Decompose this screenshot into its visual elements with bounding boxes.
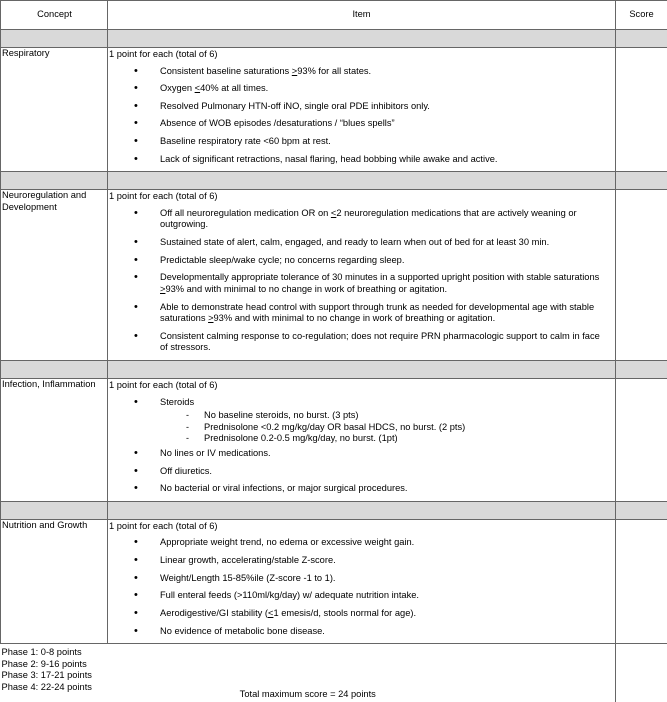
spacer-row: [1, 30, 667, 48]
sub-item: - Prednisolone <0.2 mg/kg/day OR basal HDCS, no burst. (2 pts): [160, 422, 609, 434]
list-item: • Absence of WOB episodes /desaturations / “blues spells”: [108, 118, 615, 130]
footer-row: [1, 644, 667, 702]
infection-row: [1, 378, 667, 501]
phase-4: Phase 4: 22-24 points: [2, 682, 92, 694]
respiratory-items: [108, 48, 616, 172]
item-list: [108, 397, 615, 495]
concept-respiratory: Respiratory: [1, 48, 108, 172]
list-item: • No lines or IV medications.: [108, 448, 615, 460]
points-note: 1 point for each (total of 6): [108, 191, 615, 203]
list-item: • Oxygen <40% at all times.: [108, 83, 615, 95]
concept-neuroregulation: Neuroregulation and Development: [1, 190, 108, 361]
phase-2: Phase 2: 9-16 points: [2, 659, 92, 671]
item-list: [108, 208, 615, 354]
list-item: • Lack of significant retractions, nasal flaring, head bobbing while awake and active.: [108, 154, 615, 166]
phase-3: Phase 3: 17-21 points: [2, 670, 92, 682]
spacer-row: [1, 172, 667, 190]
nutrition-items: [108, 519, 616, 643]
total-score-cell[interactable]: [616, 644, 667, 702]
list-item: • Full enteral feeds (>110ml/kg/day) w/ adequate nutrition intake.: [108, 590, 615, 602]
infection-items: [108, 378, 616, 501]
total-score: Total maximum score = 24 points: [1, 689, 616, 701]
respiratory-row: [1, 48, 667, 172]
sub-item: - No baseline steroids, no burst. (3 pts): [160, 410, 609, 422]
spacer-row: [1, 360, 667, 378]
sub-item: - Prednisolone 0.2-0.5 mg/kg/day, no burst. (1pt): [160, 433, 609, 445]
list-item: • No bacterial or viral infections, or major surgical procedures.: [108, 483, 615, 495]
steroids-label: Steroids: [160, 397, 194, 407]
list-item: • Developmentally appropriate tolerance of 30 minutes in a supported upright position with stable saturations >93% and with minimal to no change in work of breathing or agitation.: [108, 272, 615, 295]
steroid-sub-list: [160, 410, 609, 445]
concept-nutrition: Nutrition and Growth: [1, 519, 108, 643]
list-item: • Linear growth, accelerating/stable Z-score.: [108, 555, 615, 567]
score-cell[interactable]: [616, 519, 667, 643]
points-note: 1 point for each (total of 6): [108, 380, 615, 392]
nutrition-row: [1, 519, 667, 643]
list-item: • Aerodigestive/GI stability (<1 emesis/d, stools normal for age).: [108, 608, 615, 620]
score-cell[interactable]: [616, 378, 667, 501]
score-cell[interactable]: [616, 48, 667, 172]
phase-1: Phase 1: 0-8 points: [2, 647, 92, 659]
list-item: • No evidence of metabolic bone disease.: [108, 626, 615, 638]
list-item: • Sustained state of alert, calm, engaged, and ready to learn when out of bed for at least 30 min.: [108, 237, 615, 249]
list-item: • Baseline respiratory rate <60 bpm at rest.: [108, 136, 615, 148]
header-item: Item: [108, 1, 616, 30]
item-list: [108, 537, 615, 637]
list-item: • Consistent baseline saturations >93% for all states.: [108, 66, 615, 78]
score-cell[interactable]: [616, 190, 667, 361]
header-concept: Concept: [1, 1, 108, 30]
list-item: • Consistent calming response to co-regulation; does not require PRN pharmacologic support to calm in face of stressors.: [108, 331, 615, 354]
list-item: • Off diuretics.: [108, 466, 615, 478]
list-item: • Appropriate weight trend, no edema or excessive weight gain.: [108, 537, 615, 549]
item-list: [108, 66, 615, 166]
list-item: • Weight/Length 15-85%ile (Z-score -1 to 1).: [108, 573, 615, 585]
points-note: 1 point for each (total of 6): [108, 521, 615, 533]
header-row: [1, 1, 667, 30]
header-score: Score: [616, 1, 667, 30]
list-item: • Off all neuroregulation medication OR on <2 neuroregulation medications that are actively weaning or outgrowing.: [108, 208, 615, 231]
list-item: [108, 397, 615, 445]
list-item: • Predictable sleep/wake cycle; no concerns regarding sleep.: [108, 255, 615, 267]
points-note: 1 point for each (total of 6): [108, 49, 615, 61]
spacer-row: [1, 501, 667, 519]
neuro-items: [108, 190, 616, 361]
list-item: • Resolved Pulmonary HTN-off iNO, single oral PDE inhibitors only.: [108, 101, 615, 113]
phase-summary: [1, 644, 616, 702]
concept-infection: Infection, Inflammation: [1, 378, 108, 501]
neuro-row: [1, 190, 667, 361]
list-item: • Able to demonstrate head control with support through trunk as needed for developmental age with stable saturations >93% and with minimal to no change in work of breathing or agitation.: [108, 302, 615, 325]
